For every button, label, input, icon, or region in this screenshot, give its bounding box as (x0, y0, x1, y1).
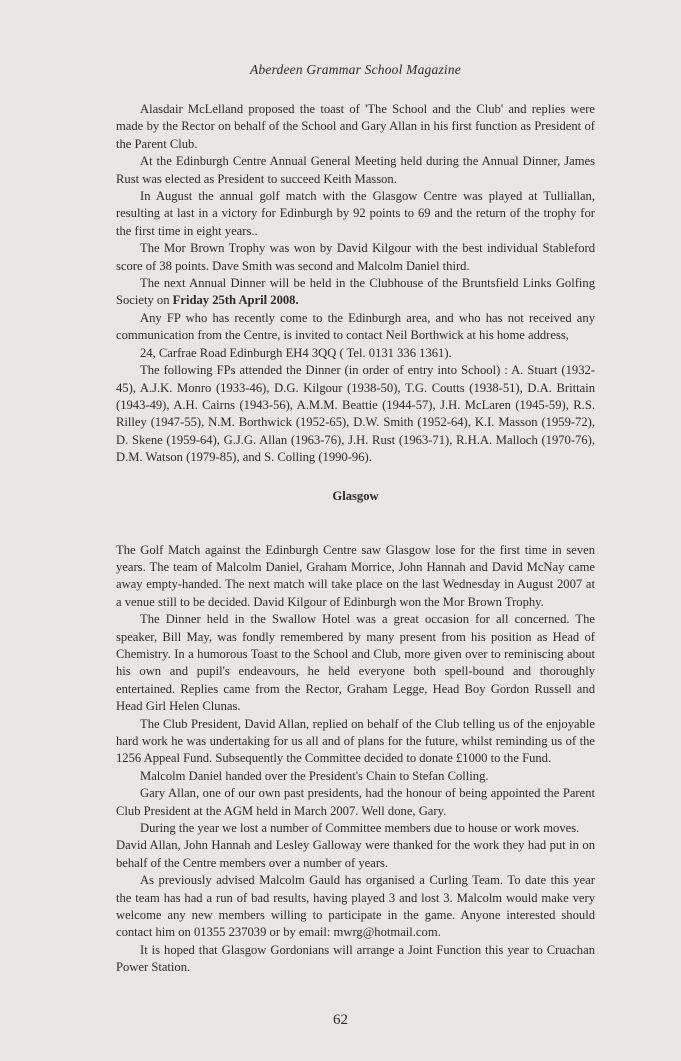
paragraph: At the Edinburgh Centre Annual General Meeting held during the Annual Dinner, James Rust was elected as President to succeed Keith Masson. (116, 154, 595, 186)
paragraph: David Allan, John Hannah and Lesley Galloway were thanked for the work they had put in on behalf of the Centre members over a number of years. (116, 838, 595, 870)
paragraph: Gary Allan, one of our own past presidents, had the honour of being appointed the Parent Club President at the AGM held in March 2007. Well done, Gary. (116, 786, 595, 818)
paragraph: In August the annual golf match with the Glasgow Centre was played at Tulliallan, resulting at last in a victory for Edinburgh by 92 points to 69 and the return of the trophy for the first time in eight years.. (116, 189, 595, 238)
section-heading: Glasgow (332, 488, 379, 503)
paragraph: The Dinner held in the Swallow Hotel was a great occasion for all concerned. The speaker, Bill May, was fondly remembered by many present from his position as Head of Chemistry. In a humorous Toast to the School and Club, more given over to reminiscing about his own and pupil's endeavours, he held everyone both spell-bound and thoroughly entertained. Replies came from the Rector, Graham Legge, Head Boy Gordon Russell and Head Girl Helen Clunas. (116, 612, 595, 714)
edinburgh-section (116, 101, 595, 467)
running-head: Aberdeen Grammar School Magazine (250, 62, 461, 77)
paragraph: The Golf Match against the Edinburgh Centre saw Glasgow lose for the first time in seven years. The team of Malcolm Daniel, Graham Morrice, John Hannah and David McNay came away empty-handed. The next match will take place on the last Wednesday in August 2007 at a venue still to be decided. David Kilgour of Edinburgh won the Mor Brown Trophy. (116, 542, 595, 609)
paragraph: It is hoped that Glasgow Gordonians will arrange a Joint Function this year to Cruachan Power Station. (116, 942, 595, 975)
contact-address: 24, Carfrae Road Edinburgh EH4 3QQ ( Tel. 0131 336 1361). (140, 345, 452, 360)
paragraph: During the year we lost a number of Committee members due to house or work moves. (140, 821, 580, 836)
attendee-list: The following FPs attended the Dinner (in order of entry into School) : A. Stuart (1932-45), A.J.K. Monro (1933-46), D.G. Kilgour (1938-50), T.G. Coutts (1938-51), D.A. Brittain (1943-49), A.H. Cairns (1943-56), A.M.M. Beattie (1944-57), J.H. McLaren (1945-59), R.S. Rilley (1947-55), N.M. Borthwick (1952-65), D.W. Smith (1952-64), K.I. Masson (1959-72), D. Skene (1959-64), G.J.G. Allan (1963-76), J.H. Rust (1963-71), R.H.A. Malloch (1970-76), D.M. Watson (1979-85), and S. Colling (1990-96). (116, 363, 595, 465)
paragraph: The Mor Brown Trophy was won by David Kilgour with the best individual Stableford score of 38 points. Dave Smith was second and Malcolm Daniel third. (116, 241, 595, 273)
paragraph: Any FP who has recently come to the Edinburgh area, and who has not received any communication from the Centre, is invited to contact Neil Borthwick at his home address, (116, 310, 595, 343)
glasgow-section (116, 542, 595, 977)
dinner-date: Friday 25th April 2008. (172, 293, 299, 308)
paragraph: Alasdair McLelland proposed the toast of 'The School and the Club' and replies were made by the Rector on behalf of the School and Gary Allan in his first function as President of the Parent Club. (116, 102, 595, 151)
page-number: 62 (333, 1012, 348, 1028)
paragraph: As previously advised Malcolm Gauld has organised a Curling Team. To date this year the team has had a run of bad results, having played 3 and lost 3. Malcolm would make very welcome any new members willing to participate in the game. Anyone interested should contact him on 01355 237039 or by email: mwrg@hotmail.com. (116, 873, 595, 940)
paragraph (116, 275, 595, 310)
paragraph: The Club President, David Allan, replied on behalf of the Club telling us of the enjoyable hard work he was undertaking for us all and of plans for the future, whilst reminding us of the 1256 Appeal Fund. Subsequently the Committee decided to donate £1000 to the Fund. (116, 716, 595, 766)
paragraph: Malcolm Daniel handed over the President's Chain to Stefan Colling. (140, 768, 489, 783)
paragraph-text: The next Annual Dinner will be held in the Clubhouse of the Bruntsfield Links Golfing Society on (116, 276, 595, 308)
